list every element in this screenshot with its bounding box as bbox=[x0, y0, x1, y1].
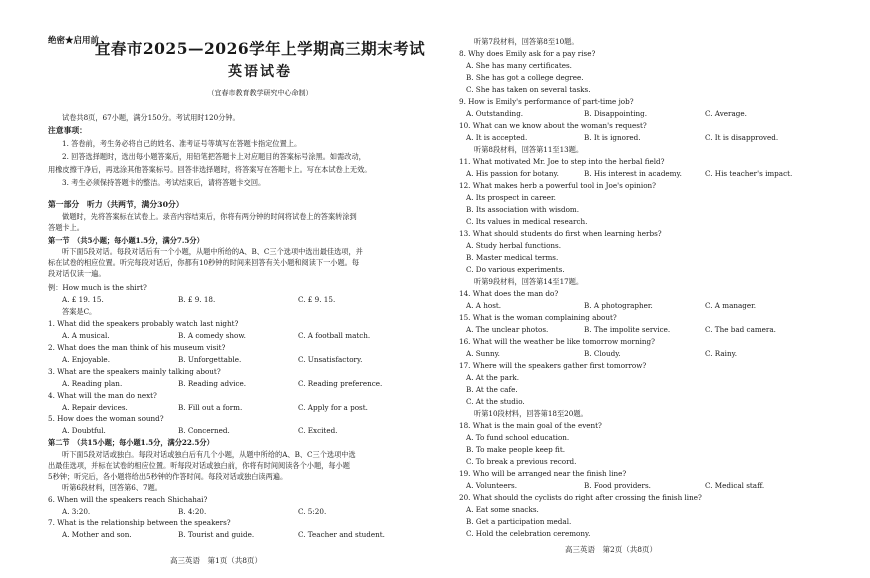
exam-title: 宜春市2025—2026学年上学期高三期末考试 bbox=[94, 39, 426, 58]
q1-option-a: A. A musical. bbox=[62, 331, 110, 340]
question-13: 13. What should students do first when learning herbs? bbox=[459, 229, 662, 238]
q6-option-c: C. 5:20. bbox=[298, 507, 327, 516]
q5-option-b: B. Concerned. bbox=[178, 426, 230, 435]
question-4: 4. What will the man do next? bbox=[48, 391, 157, 400]
q13-option-b: B. Master medical terms. bbox=[466, 253, 559, 262]
q6-option-b: B. 4:20. bbox=[178, 507, 207, 516]
q7-option-a: A. Mother and son. bbox=[62, 530, 132, 539]
q11-option-c: C. His teacher's impact. bbox=[705, 169, 793, 178]
q3-option-c: C. Reading preference. bbox=[298, 379, 383, 388]
q17-option-a: A. At the park. bbox=[466, 373, 520, 382]
q12-option-a: A. Its prospect in career. bbox=[466, 193, 556, 202]
section2-intro-1: 听下面5段对话或独白。每段对话或独白后有几个小题，从题中所给的A、B、C三个选项中选 bbox=[62, 450, 356, 459]
q13-option-c: C. Do various experiments. bbox=[466, 265, 565, 274]
listen-9-instruction: 听第9段材料，回答第14至17题。 bbox=[474, 277, 584, 286]
q14-option-b: B. A photographer. bbox=[584, 301, 653, 310]
example-answer: 答案是C。 bbox=[62, 307, 97, 316]
q8-option-c: C. She has taken on several tasks. bbox=[466, 85, 591, 94]
q14-option-c: C. A manager. bbox=[705, 301, 757, 310]
q17-option-c: C. At the studio. bbox=[466, 397, 525, 406]
q9-option-a: A. Outstanding. bbox=[466, 109, 524, 118]
section2-heading: 第二节 （共15小题；每小题1.5分，满分22.5分） bbox=[48, 438, 214, 447]
q11-option-a: A. His passion for botany. bbox=[466, 169, 559, 178]
footer-page-1: 高三英语 第1页（共8页） bbox=[170, 556, 263, 565]
q1-option-c: C. A football match. bbox=[298, 331, 371, 340]
page-2 bbox=[435, 0, 870, 578]
q17-option-b: B. At the cafe. bbox=[466, 385, 518, 394]
exam-subtitle: 英语试卷 bbox=[228, 64, 292, 80]
example-question: 例：How much is the shirt? bbox=[48, 283, 147, 292]
q20-option-c: C. Hold the celebration ceremony. bbox=[466, 529, 591, 538]
q10-option-c: C. It is disapproved. bbox=[705, 133, 779, 142]
note-2-cont: 用橡皮擦干净后，再选涂其他答案标号。回答非选择题时，将答案写在答题卡上。写在本试卷上无效。 bbox=[48, 165, 372, 174]
question-18: 18. What is the main goal of the event? bbox=[459, 421, 602, 430]
example-option-b: B. £ 9. 18. bbox=[178, 295, 216, 304]
q2-option-b: B. Unforgettable. bbox=[178, 355, 242, 364]
exam-info: 试卷共8页，67小题，满分150分。考试用时120分钟。 bbox=[62, 113, 240, 122]
listen-8-instruction: 听第8段材料，回答第11至13题。 bbox=[474, 145, 584, 154]
q19-option-c: C. Medical staff. bbox=[705, 481, 765, 490]
note-1: 1. 答卷前，考生务必将自己的姓名、准考证号等填写在答题卡指定位置上。 bbox=[62, 139, 302, 148]
question-17: 17. Where will the speakers gather first tomorrow? bbox=[459, 361, 647, 370]
section1-intro-3: 段对话仅读一遍。 bbox=[48, 269, 106, 278]
listen-6-instruction: 听第6段材料，回答第6、7题。 bbox=[62, 483, 162, 492]
question-7: 7. What is the relationship between the speakers? bbox=[48, 518, 231, 527]
question-5: 5. How does the woman sound? bbox=[48, 414, 164, 423]
q20-option-b: B. Get a participation medal. bbox=[466, 517, 572, 526]
exam-organizer: （宜春市教育教学研究中心命制） bbox=[207, 89, 313, 97]
example-option-c: C. £ 9. 15. bbox=[298, 295, 336, 304]
listen-7-instruction: 听第7段材料，回答第8至10题。 bbox=[474, 37, 579, 46]
section1-heading: 第一节 （共5小题；每小题1.5分，满分7.5分） bbox=[48, 236, 204, 245]
question-12: 12. What makes herb a powerful tool in Joe's opinion? bbox=[459, 181, 657, 190]
q10-option-b: B. It is ignored. bbox=[584, 133, 641, 142]
q15-option-c: C. The bad camera. bbox=[705, 325, 776, 334]
q8-option-b: B. She has got a college degree. bbox=[466, 73, 584, 82]
q8-option-a: A. She has many certificates. bbox=[466, 61, 572, 70]
question-3: 3. What are the speakers mainly talking about? bbox=[48, 367, 221, 376]
q16-option-a: A. Sunny. bbox=[466, 349, 500, 358]
part1-heading: 第一部分 听力（共两节，满分30分） bbox=[48, 200, 184, 209]
question-14: 14. What does the man do? bbox=[459, 289, 559, 298]
footer-page-2: 高三英语 第2页（共8页） bbox=[565, 545, 658, 554]
q13-option-a: A. Study herbal functions. bbox=[466, 241, 561, 250]
q15-option-a: A. The unclear photos. bbox=[466, 325, 549, 334]
question-9: 9. How is Emily's performance of part-time job? bbox=[459, 97, 634, 106]
notes-heading: 注意事项： bbox=[48, 126, 87, 135]
q2-option-a: A. Enjoyable. bbox=[62, 355, 110, 364]
q12-option-b: B. Its association with wisdom. bbox=[466, 205, 579, 214]
section2-intro-3: 5秒钟；听完后，各小题将给出5秒钟的作答时间。每段对话或独白读两遍。 bbox=[48, 472, 288, 481]
question-2: 2. What does the man think of his museum visit? bbox=[48, 343, 226, 352]
q7-option-c: C. Teacher and student. bbox=[298, 530, 385, 539]
q20-option-a: A. Eat some snacks. bbox=[466, 505, 539, 514]
q19-option-b: B. Food providers. bbox=[584, 481, 651, 490]
q5-option-a: A. Doubtful. bbox=[62, 426, 106, 435]
q4-option-a: A. Repair devices. bbox=[62, 403, 128, 412]
q9-option-c: C. Average. bbox=[705, 109, 747, 118]
question-20: 20. What should the cyclists do right after crossing the finish line? bbox=[459, 493, 702, 502]
q12-option-c: C. Its values in medical research. bbox=[466, 217, 588, 226]
q4-option-c: C. Apply for a post. bbox=[298, 403, 368, 412]
q14-option-a: A. A host. bbox=[466, 301, 502, 310]
question-8: 8. Why does Emily ask for a pay rise? bbox=[459, 49, 596, 58]
q19-option-a: A. Volunteers. bbox=[466, 481, 517, 490]
q3-option-a: A. Reading plan. bbox=[62, 379, 123, 388]
q5-option-c: C. Excited. bbox=[298, 426, 338, 435]
question-16: 16. What will the weather be like tomorrow morning? bbox=[459, 337, 655, 346]
question-6: 6. When will the speakers reach Shichahai? bbox=[48, 495, 208, 504]
section1-intro-1: 听下面5段对话。每段对话后有一个小题，从题中所给的A、B、C三个选项中选出最佳选项，并 bbox=[62, 247, 363, 256]
secret-label: 绝密★启用前 bbox=[48, 36, 100, 46]
q4-option-b: B. Fill out a form. bbox=[178, 403, 243, 412]
question-11: 11. What motivated Mr. Joe to step into the herbal field? bbox=[459, 157, 665, 166]
q11-option-b: B. His interest in academy. bbox=[584, 169, 682, 178]
part1-intro-2: 答题卡上。 bbox=[48, 223, 84, 232]
q16-option-c: C. Rainy. bbox=[705, 349, 737, 358]
q9-option-b: B. Disappointing. bbox=[584, 109, 648, 118]
q6-option-a: A. 3:20. bbox=[62, 507, 91, 516]
note-2: 2. 回答选择题时，选出每小题答案后，用铅笔把答题卡上对应题目的答案标号涂黑。如需改动， bbox=[62, 152, 366, 161]
q1-option-b: B. A comedy show. bbox=[178, 331, 246, 340]
question-10: 10. What can we know about the woman's request? bbox=[459, 121, 647, 130]
q18-option-c: C. To break a previous record. bbox=[466, 457, 577, 466]
q18-option-a: A. To fund school education. bbox=[466, 433, 570, 442]
q3-option-b: B. Reading advice. bbox=[178, 379, 247, 388]
example-option-a: A. £ 19. 15. bbox=[62, 295, 104, 304]
question-15: 15. What is the woman complaining about? bbox=[459, 313, 617, 322]
q16-option-b: B. Cloudy. bbox=[584, 349, 621, 358]
q2-option-c: C. Unsatisfactory. bbox=[298, 355, 363, 364]
listen-10-instruction: 听第10段材料，回答第18至20题。 bbox=[474, 409, 588, 418]
section1-intro-2: 标在试卷的相应位置。听完每段对话后，你都有10秒钟的时间来回答有关小题和阅读下一小题。每 bbox=[48, 258, 360, 267]
note-3: 3. 考生必须保持答题卡的整洁。考试结束后，请将答题卡交回。 bbox=[62, 178, 266, 187]
q10-option-a: A. It is accepted. bbox=[466, 133, 528, 142]
question-19: 19. Who will be arranged near the finish line? bbox=[459, 469, 627, 478]
part1-intro-1: 做题时，先将答案标在试卷上。录音内容结束后，你将有两分钟的时间将试卷上的答案转涂到 bbox=[62, 212, 357, 221]
q7-option-b: B. Tourist and guide. bbox=[178, 530, 255, 539]
q15-option-b: B. The impolite service. bbox=[584, 325, 671, 334]
question-1: 1. What did the speakers probably watch last night? bbox=[48, 319, 239, 328]
section2-intro-2: 出最佳选项，并标在试卷的相应位置。听每段对话或独白前，你将有时间阅读各个小题，每小题 bbox=[48, 461, 350, 470]
q18-option-b: B. To make people keep fit. bbox=[466, 445, 566, 454]
